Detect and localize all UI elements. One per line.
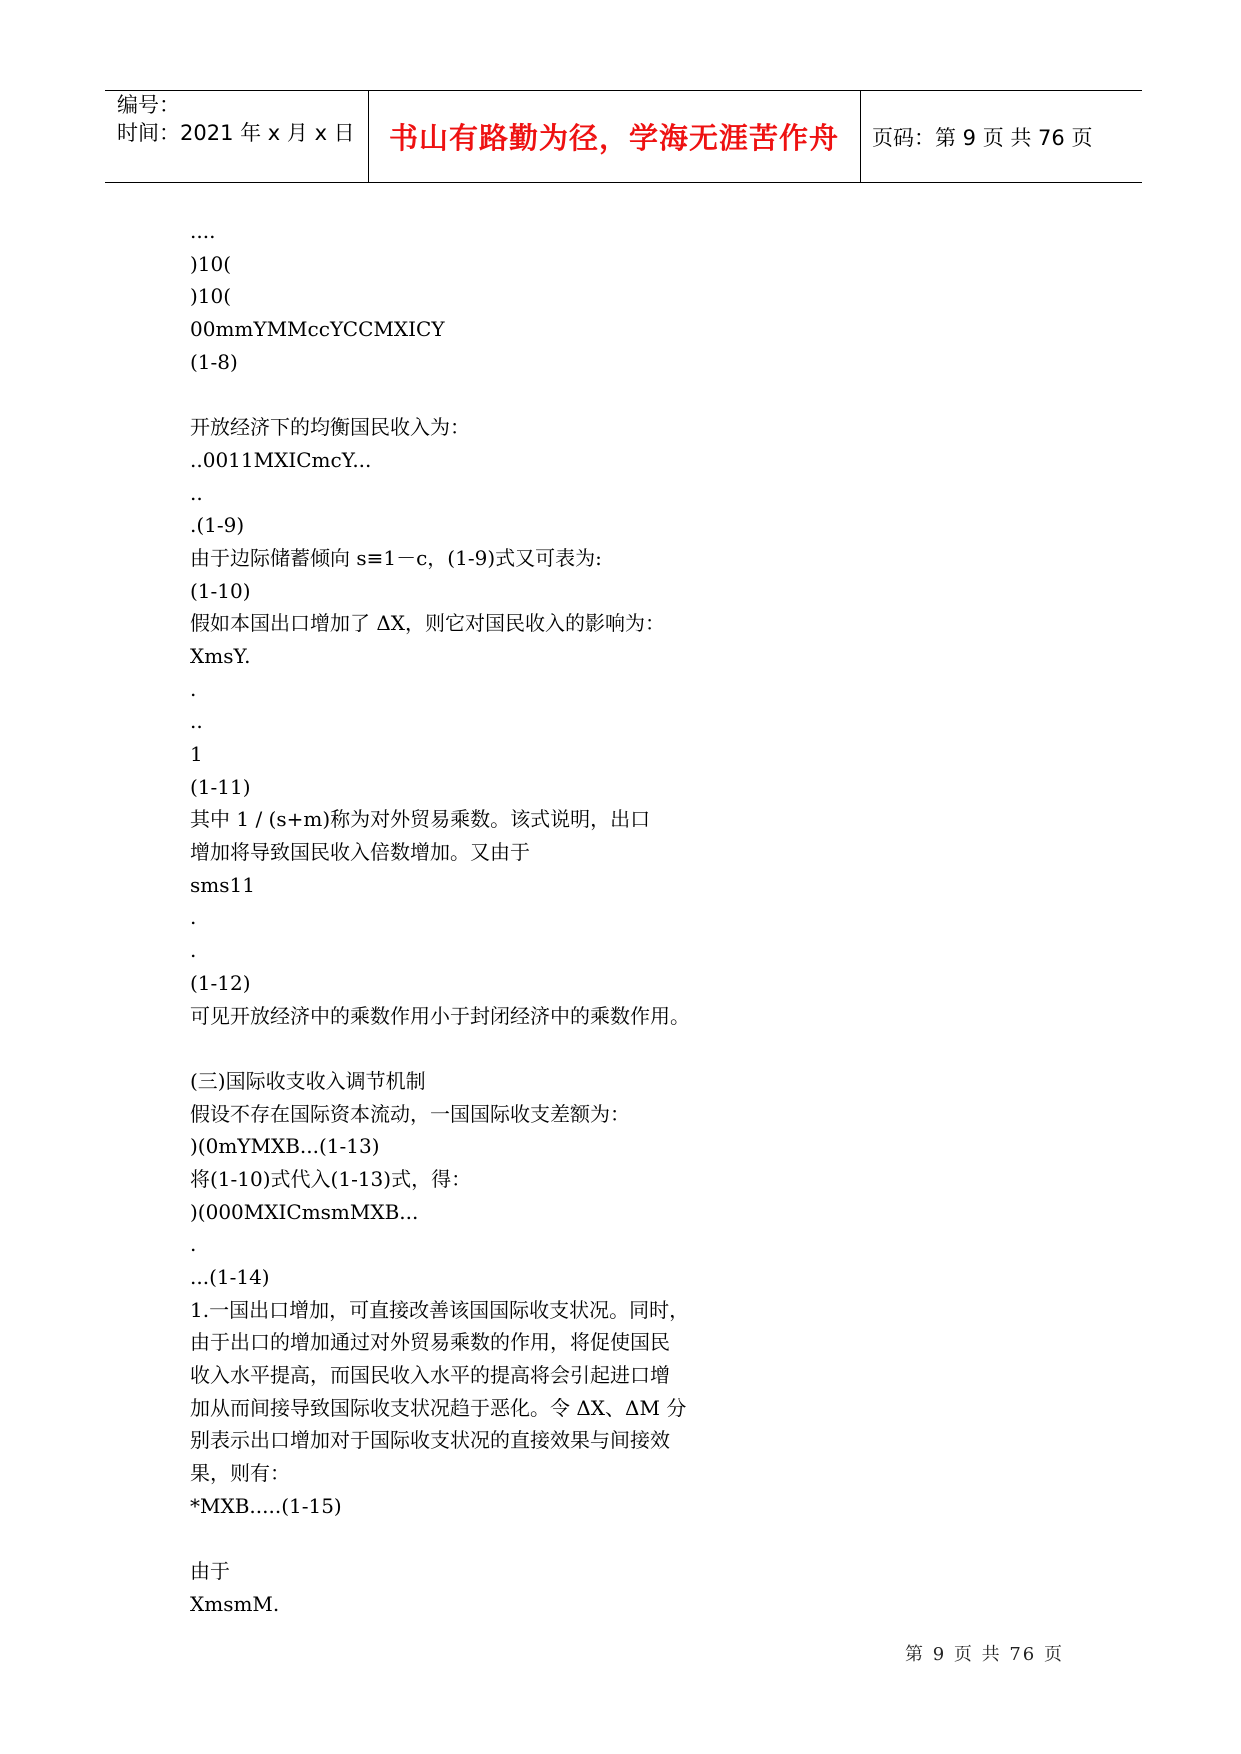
body-line: . <box>190 1232 197 1257</box>
body-line: (1-12) <box>190 970 251 995</box>
body-line: .. <box>190 480 203 505</box>
body-line: . <box>190 905 197 930</box>
document-body <box>190 215 750 1621</box>
body-line: ..0011MXICmcY... <box>190 447 372 472</box>
body-line: 果，则有： <box>190 1461 290 1486</box>
body-line: 由于 <box>190 1559 230 1584</box>
body-line: )(0mYMXB...(1-13) <box>190 1134 380 1159</box>
body-line: (1-8) <box>190 349 238 374</box>
body-line: . <box>190 676 197 701</box>
body-line: 1.一国出口增加，可直接改善该国国际收支状况。同时， <box>190 1297 690 1322</box>
body-line: .. <box>190 709 203 734</box>
header-time-label: 时间：2021 年 x 月 x 日 <box>117 121 355 145</box>
body-line: 假设不存在国际资本流动，一国国际收支差额为： <box>190 1101 630 1126</box>
body-line: 别表示出口增加对于国际收支状况的直接效果与间接效 <box>190 1428 670 1453</box>
body-line: 可见开放经济中的乘数作用小于封闭经济中的乘数作用。 <box>190 1003 690 1028</box>
body-line: .(1-9) <box>190 513 245 538</box>
body-line: (1-11) <box>190 774 251 799</box>
body-line: 其中 1 / (s+m)称为对外贸易乘数。该式说明，出口 <box>190 807 651 832</box>
body-line: 由于边际储蓄倾向 s≡1－c，(1-9)式又可表为: <box>190 545 602 570</box>
body-line <box>190 1523 750 1556</box>
body-line: . <box>190 938 197 963</box>
body-line: (1-10) <box>190 578 251 603</box>
body-line: XmsY. <box>190 643 251 668</box>
body-line: 开放经济下的均衡国民收入为： <box>190 415 470 440</box>
body-line: sms11 <box>190 872 255 897</box>
body-line: ...(1-14) <box>190 1265 270 1289</box>
body-line: )10( <box>190 284 232 309</box>
body-line <box>190 378 750 411</box>
body-line: (三)国际收支收入调节机制 <box>190 1068 426 1093</box>
header-page-label: 页码：第 9 页 共 76 页 <box>872 126 1093 150</box>
body-line: XmsmM. <box>190 1591 280 1616</box>
body-line: )(000MXICmsmMXB... <box>190 1199 419 1224</box>
header-divider-right <box>860 90 861 182</box>
body-line: 收入水平提高，而国民收入水平的提高将会引起进口增 <box>190 1363 670 1388</box>
header-motto: 书山有路勤为径，学海无涯苦作舟 <box>388 121 839 155</box>
header-top-rule <box>105 90 1142 91</box>
body-line: *MXB.....(1-15) <box>190 1493 342 1518</box>
body-line: 1 <box>190 742 203 766</box>
body-line: )10( <box>190 251 232 276</box>
header-bottom-rule <box>105 182 1142 183</box>
body-line: 由于出口的增加通过对外贸易乘数的作用，将促使国民 <box>190 1330 670 1355</box>
page-footer: 第 9 页 共 76 页 <box>905 1644 1064 1665</box>
body-line: 增加将导致国民收入倍数增加。又由于 <box>190 840 530 865</box>
body-line: 加从而间接导致国际收支状况趋于恶化。令 ΔX、ΔM 分 <box>190 1395 687 1420</box>
body-line: 假如本国出口增加了 ΔX，则它对国民收入的影响为： <box>190 611 666 636</box>
body-line: 将(1-10)式代入(1-13)式，得： <box>190 1166 472 1191</box>
body-line <box>190 1032 750 1065</box>
header-number-label: 编号： <box>117 93 180 117</box>
body-line: 00mmYMMccYCCMXICY <box>190 317 445 342</box>
body-line: .... <box>190 219 216 243</box>
